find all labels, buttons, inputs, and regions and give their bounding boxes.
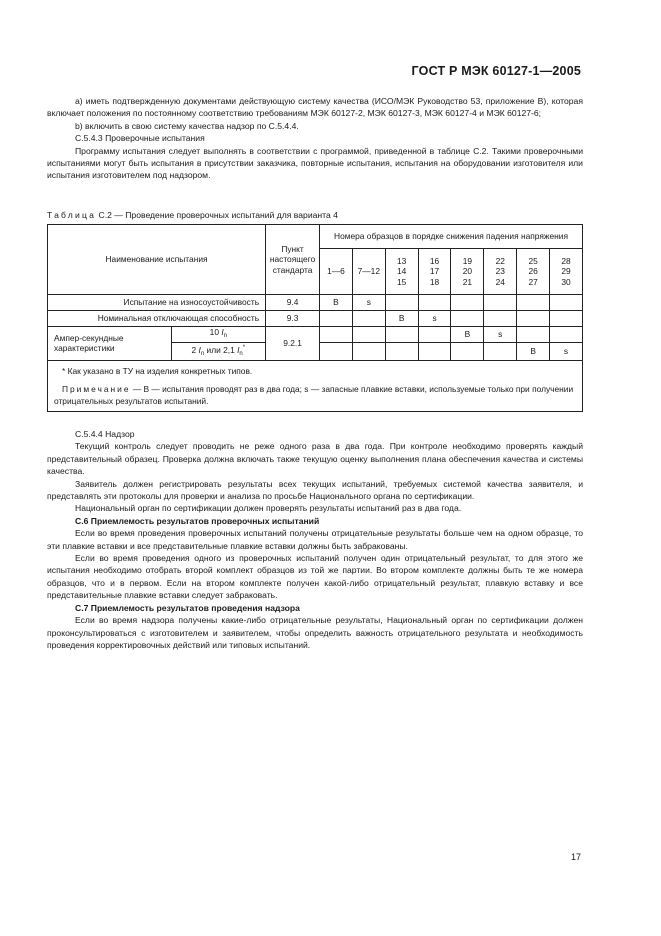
current-symbol: I <box>237 345 240 355</box>
sample-number: 21 <box>462 276 473 287</box>
sample-number: 7—12 <box>357 266 380 277</box>
result-cell <box>418 343 451 361</box>
sample-number: 23 <box>495 266 505 277</box>
sample-number: 17 <box>429 266 440 277</box>
result-cell <box>550 327 583 343</box>
result-cell: B <box>385 311 418 327</box>
paragraph: а) иметь подтвержденную документами действующую систему качества (ИСО/МЭК Руководство 53, приложение В), которая включает положения по постоянному соответствию требованиям МЭК 60127-2, МЭК 60127-3, МЭК 60127-4 и МЭК 60127-6; <box>47 96 583 119</box>
current-symbol: I <box>221 327 224 338</box>
paragraph: Если во время проведения проверочных испытаний получены отрицательные результаты больше чем на одном образце, то эти плавкие вставки и все представительные плавкие вставки должны быть забракованы. <box>47 528 583 551</box>
sample-number: 15 <box>397 276 407 287</box>
header-test-name: Наименование испытания <box>48 225 266 295</box>
table-footnote: * Как указано в ТУ на изделия конкретных типов. <box>62 365 253 376</box>
sample-number: 14 <box>397 266 407 277</box>
clause-cell: 9.2.1 <box>266 327 320 361</box>
section-heading: С.6 Приемлемость результатов проверочных испытаний <box>75 515 320 526</box>
clause-cell: 9.4 <box>266 295 320 311</box>
sample-number: 29 <box>561 266 571 277</box>
result-cell <box>385 343 418 361</box>
sample-number: 27 <box>528 276 538 287</box>
result-cell <box>352 311 385 327</box>
result-cell <box>484 343 517 361</box>
test-name-cell: Ампер-секундные характеристики <box>48 327 172 361</box>
test-name-cell: Номинальная отключающая способность <box>48 311 266 327</box>
result-cell <box>352 343 385 361</box>
result-cell: s <box>352 295 385 311</box>
clause-cell: 9.3 <box>266 311 320 327</box>
sample-column-header <box>320 249 353 295</box>
table-caption <box>47 210 338 220</box>
result-cell <box>451 343 484 361</box>
result-cell: B <box>320 295 353 311</box>
paragraph: Если во время проведения одного из проверочных испытаний получен один отрицательный результат, то для этого же испытания необходимо отобрать второй комплект образцов из той же партии. Во втором комплекте должны быть те же номера образцов, что и в первом. Если на втором комплекте получен какой-либо отрицательный результат, плавкую вставку и все представительные плавкие вставки следует забраковать. <box>47 553 583 601</box>
result-cell <box>451 295 484 311</box>
paragraph: Если во время надзора получены какие-либо отрицательные результаты, Национальный орган по сертификации должен проконсультироваться с изготовителем и заявителем, чтобы определить важность отрицательного результата и необходимость проведения корректировочных действий или типовых испытаний. <box>47 615 583 650</box>
footnote-marker: * <box>242 345 246 351</box>
sample-number: 28 <box>561 255 571 266</box>
current-subscript: n <box>239 351 243 357</box>
sample-number: 16 <box>429 255 440 266</box>
sample-number: 26 <box>528 266 538 277</box>
result-cell <box>385 295 418 311</box>
current-condition-cell <box>171 327 265 343</box>
result-cell <box>418 295 451 311</box>
sample-column-header <box>484 249 517 295</box>
result-cell: B <box>451 327 484 343</box>
sample-number: 30 <box>561 276 571 287</box>
sample-column-header <box>517 249 550 295</box>
current-alt-text: или 2,1 <box>206 345 235 355</box>
result-cell: s <box>550 343 583 361</box>
sample-number: 25 <box>528 255 538 266</box>
result-cell <box>484 311 517 327</box>
sample-column-header <box>385 249 418 295</box>
current-multiplier: 2 <box>191 345 197 355</box>
result-cell <box>385 327 418 343</box>
table-caption-word: Таблица <box>47 210 97 220</box>
result-cell <box>418 327 451 343</box>
test-name-cell: Испытание на износоустойчивость <box>48 295 266 311</box>
result-cell <box>451 311 484 327</box>
result-cell <box>517 295 550 311</box>
result-cell <box>550 311 583 327</box>
document-id: ГОСТ Р МЭК 60127-1—2005 <box>411 64 581 78</box>
sample-number: 13 <box>397 255 407 266</box>
sample-number: 24 <box>495 276 505 287</box>
current-subscript: n <box>223 333 227 340</box>
result-cell <box>352 327 385 343</box>
sample-column-header <box>550 249 583 295</box>
sample-number: 22 <box>495 255 505 266</box>
page-number: 17 <box>570 852 581 862</box>
paragraph: Текущий контроль следует проводить не реже одного раза в два года. При контроле необходимо проверять каждый представительный образец. Проверка должна включать также текущую оценку выполнения плана обеспечения качества и системы качества. <box>47 441 583 477</box>
header-clause: Пункт настоящего стандарта <box>266 225 320 295</box>
sample-number: 20 <box>462 266 473 277</box>
section-quality-requirements <box>47 95 583 182</box>
result-cell: s <box>484 327 517 343</box>
table-notes <box>48 360 583 411</box>
header-sample-numbers: Номера образцов в порядке снижения падения напряжения <box>320 225 583 249</box>
paragraph: b) включить в свою систему качества надзор по С.5.4.4. <box>75 120 299 131</box>
result-cell <box>550 295 583 311</box>
result-cell <box>320 343 353 361</box>
paragraph: Заявитель должен регистрировать результаты всех текущих испытаний, требуемых системой качества заявителя, и представлять эти протоколы для проверки и анализа по просьбе Национального органа по сертификации. <box>47 478 583 502</box>
section-surveillance <box>47 428 583 651</box>
sample-column-header <box>352 249 385 295</box>
paragraph: Программу испытания следует выполнять в соответствии с программой, приведенной в таблице С.2. Такими проверочными испытаниями могут быть испытания в присутствии заказчика, повторные испытания, испытания на оборудовании изготовителя или испытания изготовителем под надзором. <box>47 145 583 181</box>
table-note-word: Примечание <box>62 383 131 394</box>
result-cell: B <box>517 343 550 361</box>
sample-column-header <box>451 249 484 295</box>
result-cell <box>517 327 550 343</box>
verification-tests-table <box>47 224 583 412</box>
current-subscript: n <box>200 351 205 357</box>
result-cell <box>320 327 353 343</box>
result-cell: s <box>418 311 451 327</box>
paragraph: С.5.4.4 Надзор <box>75 429 135 439</box>
result-cell <box>484 295 517 311</box>
table-note-text: — В — испытания проводят раз в два года; s — запасные плавкие вставки, используемые только при получении отрицательных результатов испытаний. <box>54 383 574 406</box>
subsection-heading: С.5.4.3 Проверочные испытания <box>75 133 205 144</box>
current-condition-cell <box>171 343 265 361</box>
sample-number: 18 <box>429 276 440 287</box>
table-note <box>54 383 576 407</box>
table-caption-text: С.2 — Проведение проверочных испытаний для варианта 4 <box>98 210 338 220</box>
sample-column-header <box>418 249 451 295</box>
result-cell <box>320 311 353 327</box>
paragraph: Национальный орган по сертификации должен проверять результаты испытаний раз в два года. <box>75 503 462 514</box>
sample-number: 1—6 <box>327 266 345 277</box>
sample-number: 19 <box>462 255 473 266</box>
current-multiplier: 10 <box>209 327 219 338</box>
result-cell <box>517 311 550 327</box>
current-symbol: I <box>198 345 201 355</box>
section-heading: С.7 Приемлемость результатов проведения надзора <box>75 602 300 613</box>
